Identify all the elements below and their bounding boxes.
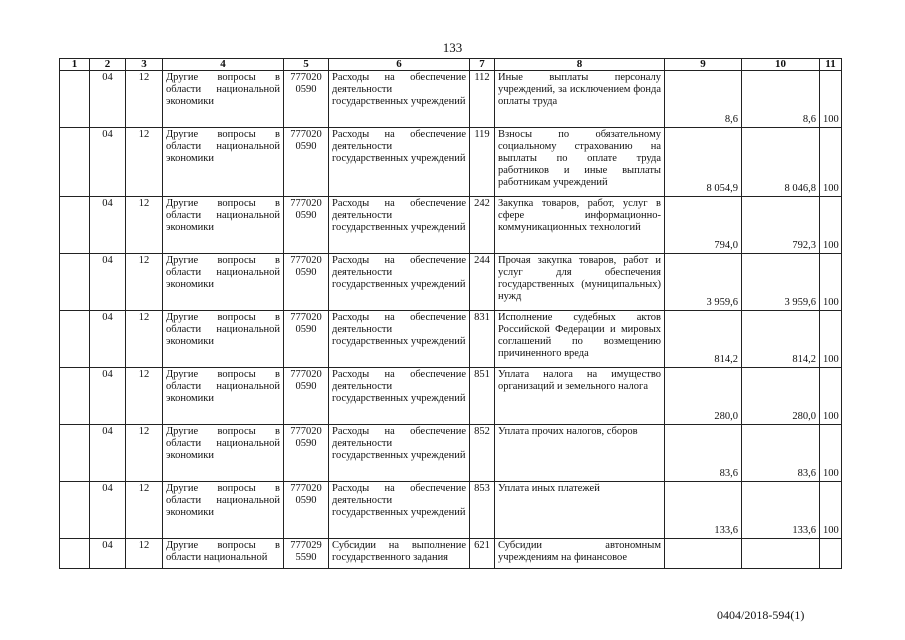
cell-expense-type: 851 (470, 368, 495, 425)
cell-subsection: 12 (126, 128, 163, 197)
cell-expense-name: Взносы по обязательному социальному страхованию на выплаты по оплате труда работников и иные выплаты работникам учреждений (495, 128, 665, 197)
cell-section-name: Другие вопросы в области национальной экономики (163, 128, 284, 197)
cell-subsection: 12 (126, 368, 163, 425)
cell-target-code: 777020 0590 (284, 311, 329, 368)
cell-percent: 100 (820, 311, 842, 368)
cell-subsection: 12 (126, 71, 163, 128)
col-header: 4 (163, 59, 284, 71)
cell-percent: 100 (820, 128, 842, 197)
cell-c1 (60, 197, 90, 254)
cell-actual: 83,6 (742, 425, 820, 482)
cell-percent: 100 (820, 71, 842, 128)
cell-section: 04 (90, 254, 126, 311)
page-number: 133 (442, 40, 463, 55)
cell-section: 04 (90, 539, 126, 569)
table-row (60, 71, 842, 128)
cell-expense-name: Уплата прочих налогов, сборов (495, 425, 665, 482)
cell-expense-type: 112 (470, 71, 495, 128)
cell-expense-type: 831 (470, 311, 495, 368)
table-row (60, 128, 842, 197)
col-header: 5 (284, 59, 329, 71)
cell-actual: 8 046,8 (742, 128, 820, 197)
cell-actual: 8,6 (742, 71, 820, 128)
cell-planned: 280,0 (665, 368, 742, 425)
cell-expense-type: 852 (470, 425, 495, 482)
cell-section: 04 (90, 482, 126, 539)
cell-percent: 100 (820, 482, 842, 539)
cell-subsection: 12 (126, 254, 163, 311)
cell-expense-name: Уплата иных платежей (495, 482, 665, 539)
cell-subsection: 12 (126, 197, 163, 254)
cell-actual: 792,3 (742, 197, 820, 254)
cell-section-name: Другие вопросы в области национальной экономики (163, 482, 284, 539)
cell-section-name: Другие вопросы в области национальной экономики (163, 311, 284, 368)
cell-target-code: 777020 0590 (284, 254, 329, 311)
cell-c1 (60, 311, 90, 368)
cell-percent: 100 (820, 368, 842, 425)
cell-c1 (60, 128, 90, 197)
cell-c1 (60, 71, 90, 128)
cell-expense-name: Иные выплаты персоналу учреждений, за исключением фонда оплаты труда (495, 71, 665, 128)
cell-expense-name: Субсидии автономным учреждениям на финансовое (495, 539, 665, 569)
cell-target-name: Расходы на обеспечение деятельности государственных учреждений (329, 425, 470, 482)
cell-section: 04 (90, 128, 126, 197)
col-header: 6 (329, 59, 470, 71)
cell-target-code: 777020 0590 (284, 197, 329, 254)
cell-expense-name: Уплата налога на имущество организаций и земельного налога (495, 368, 665, 425)
cell-expense-name: Прочая закупка товаров, работ и услуг для обеспечения государственных (муниципальных) нужд (495, 254, 665, 311)
cell-subsection: 12 (126, 482, 163, 539)
cell-expense-type: 853 (470, 482, 495, 539)
cell-planned: 814,2 (665, 311, 742, 368)
cell-subsection: 12 (126, 425, 163, 482)
cell-target-name: Субсидии на выполнение государственного задания (329, 539, 470, 569)
cell-target-name: Расходы на обеспечение деятельности государственных учреждений (329, 197, 470, 254)
cell-actual (742, 539, 820, 569)
cell-section: 04 (90, 368, 126, 425)
cell-planned: 83,6 (665, 425, 742, 482)
cell-section: 04 (90, 197, 126, 254)
cell-c1 (60, 254, 90, 311)
cell-actual: 133,6 (742, 482, 820, 539)
cell-target-code: 777029 5590 (284, 539, 329, 569)
cell-planned: 8,6 (665, 71, 742, 128)
budget-table (59, 58, 842, 569)
cell-percent (820, 539, 842, 569)
cell-expense-type: 119 (470, 128, 495, 197)
col-header: 9 (665, 59, 742, 71)
col-header: 8 (495, 59, 665, 71)
cell-c1 (60, 425, 90, 482)
cell-c1 (60, 539, 90, 569)
cell-percent: 100 (820, 425, 842, 482)
cell-target-code: 777020 0590 (284, 71, 329, 128)
cell-section-name: Другие вопросы в области национальной (163, 539, 284, 569)
cell-c1 (60, 482, 90, 539)
cell-planned: 794,0 (665, 197, 742, 254)
cell-target-name: Расходы на обеспечение деятельности государственных учреждений (329, 71, 470, 128)
cell-target-code: 777020 0590 (284, 128, 329, 197)
cell-section: 04 (90, 311, 126, 368)
cell-target-code: 777020 0590 (284, 482, 329, 539)
cell-target-name: Расходы на обеспечение деятельности государственных учреждений (329, 311, 470, 368)
table-row (60, 254, 842, 311)
table-row (60, 425, 842, 482)
cell-section-name: Другие вопросы в области национальной экономики (163, 254, 284, 311)
cell-section-name: Другие вопросы в области национальной экономики (163, 425, 284, 482)
cell-expense-name: Исполнение судебных актов Российской Федерации и мировых соглашений по возмещению причиненного вреда (495, 311, 665, 368)
col-header: 1 (60, 59, 90, 71)
col-header: 3 (126, 59, 163, 71)
cell-actual: 814,2 (742, 311, 820, 368)
cell-target-name: Расходы на обеспечение деятельности государственных учреждений (329, 128, 470, 197)
cell-planned: 133,6 (665, 482, 742, 539)
cell-target-name: Расходы на обеспечение деятельности государственных учреждений (329, 482, 470, 539)
col-header: 2 (90, 59, 126, 71)
table-row (60, 482, 842, 539)
cell-subsection: 12 (126, 539, 163, 569)
cell-planned (665, 539, 742, 569)
cell-section-name: Другие вопросы в области национальной экономики (163, 71, 284, 128)
cell-percent: 100 (820, 197, 842, 254)
table-header-row (60, 59, 842, 71)
cell-planned: 3 959,6 (665, 254, 742, 311)
table-row (60, 368, 842, 425)
col-header: 7 (470, 59, 495, 71)
cell-c1 (60, 368, 90, 425)
cell-target-name: Расходы на обеспечение деятельности государственных учреждений (329, 368, 470, 425)
cell-section: 04 (90, 71, 126, 128)
cell-subsection: 12 (126, 311, 163, 368)
cell-section-name: Другие вопросы в области национальной экономики (163, 197, 284, 254)
cell-target-code: 777020 0590 (284, 368, 329, 425)
col-header: 10 (742, 59, 820, 71)
cell-actual: 280,0 (742, 368, 820, 425)
cell-planned: 8 054,9 (665, 128, 742, 197)
table-row (60, 539, 842, 569)
col-header: 11 (820, 59, 842, 71)
cell-percent: 100 (820, 254, 842, 311)
cell-target-code: 777020 0590 (284, 425, 329, 482)
cell-expense-type: 242 (470, 197, 495, 254)
cell-actual: 3 959,6 (742, 254, 820, 311)
cell-section: 04 (90, 425, 126, 482)
table-row (60, 311, 842, 368)
cell-expense-type: 244 (470, 254, 495, 311)
cell-expense-type: 621 (470, 539, 495, 569)
cell-expense-name: Закупка товаров, работ, услуг в сфере информационно-коммуникационных технологий (495, 197, 665, 254)
cell-target-name: Расходы на обеспечение деятельности государственных учреждений (329, 254, 470, 311)
cell-section-name: Другие вопросы в области национальной экономики (163, 368, 284, 425)
table-row (60, 197, 842, 254)
document-code: 0404/2018-594(1) (717, 608, 805, 622)
